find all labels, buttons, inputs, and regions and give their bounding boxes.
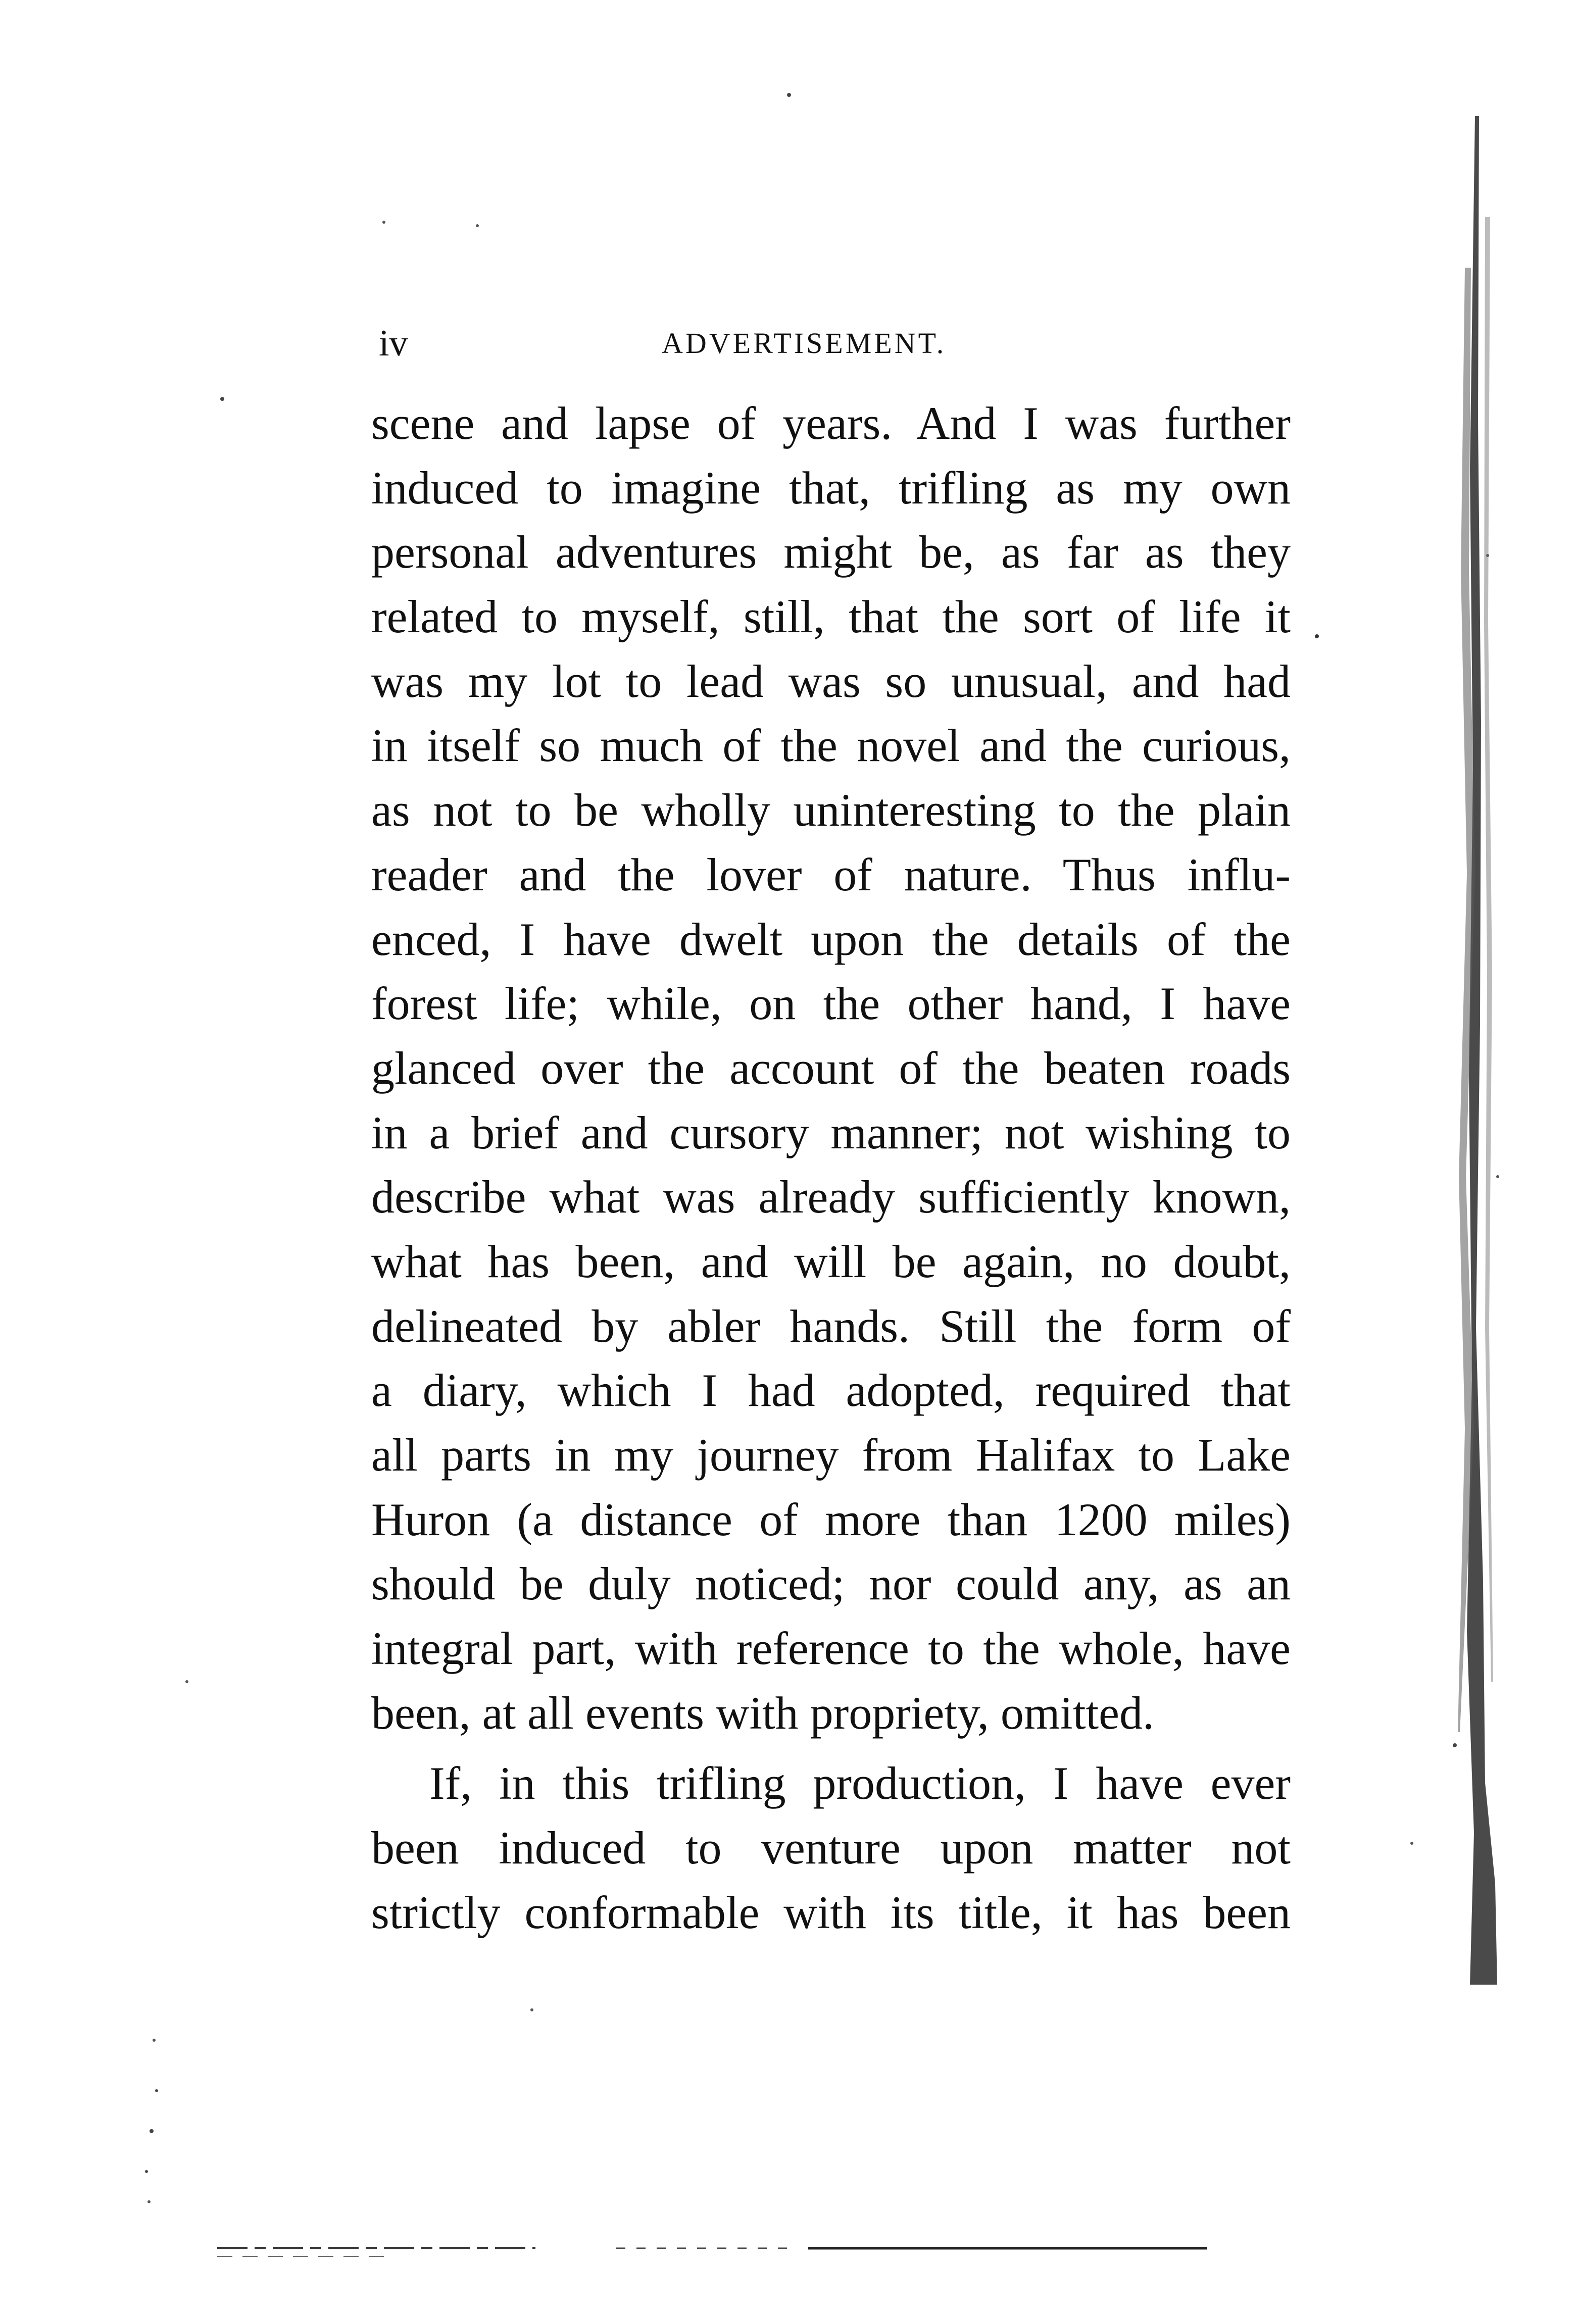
text-line: glanced over the account of the beaten roads	[371, 1042, 1291, 1094]
bottom-rule	[0, 2217, 1576, 2293]
running-head-title: ADVERTISEMENT.	[662, 327, 947, 360]
text-line: been induced to venture upon matter not	[371, 1822, 1291, 1874]
text-line: induced to imagine that, trifling as my own	[371, 462, 1291, 514]
page-number: iv	[379, 323, 408, 364]
text-line: If, in this trifling production, I have ever	[429, 1757, 1291, 1809]
body-text	[371, 391, 1291, 1945]
text-line: as not to be wholly uninteresting to the plain	[371, 784, 1291, 836]
paragraph-gap	[371, 1745, 1291, 1751]
text-line: all parts in my journey from Halifax to Lake	[371, 1429, 1291, 1481]
paragraph-2	[371, 1751, 1291, 1945]
text-line: scene and lapse of years. And I was further	[371, 397, 1291, 449]
text-line: related to myself, still, that the sort of life it	[371, 591, 1291, 643]
text-line: integral part, with reference to the whole, have	[371, 1623, 1291, 1675]
text-line: in itself so much of the novel and the curious,	[371, 720, 1291, 772]
text-line: in a brief and cursory manner; not wishing to	[371, 1106, 1291, 1158]
paragraph-1	[371, 391, 1291, 1745]
text-line: strictly conformable with its title, it has been	[371, 1886, 1291, 1938]
text-line: what has been, and will be again, no doubt,	[371, 1235, 1291, 1287]
text-line: personal adventures might be, as far as they	[371, 526, 1291, 578]
text-line: delineated by abler hands. Still the form of	[371, 1300, 1291, 1352]
text-line: been, at all events with propriety, omitted.	[371, 1687, 1154, 1739]
binding-edge-shadow	[1445, 116, 1505, 1985]
running-header	[379, 318, 1298, 369]
text-line: describe what was already sufficiently known,	[371, 1171, 1291, 1223]
text-line: Huron (a distance of more than 1200 miles)	[371, 1493, 1291, 1545]
text-line: reader and the lover of nature. Thus influ-	[371, 848, 1291, 900]
text-line: a diary, which I had adopted, required that	[371, 1365, 1291, 1417]
text-line: should be duly noticed; nor could any, as an	[371, 1558, 1291, 1610]
text-line: forest life; while, on the other hand, I have	[371, 978, 1291, 1030]
text-line: enced, I have dwelt upon the details of the	[371, 913, 1291, 965]
text-line: was my lot to lead was so unusual, and had	[371, 655, 1291, 707]
